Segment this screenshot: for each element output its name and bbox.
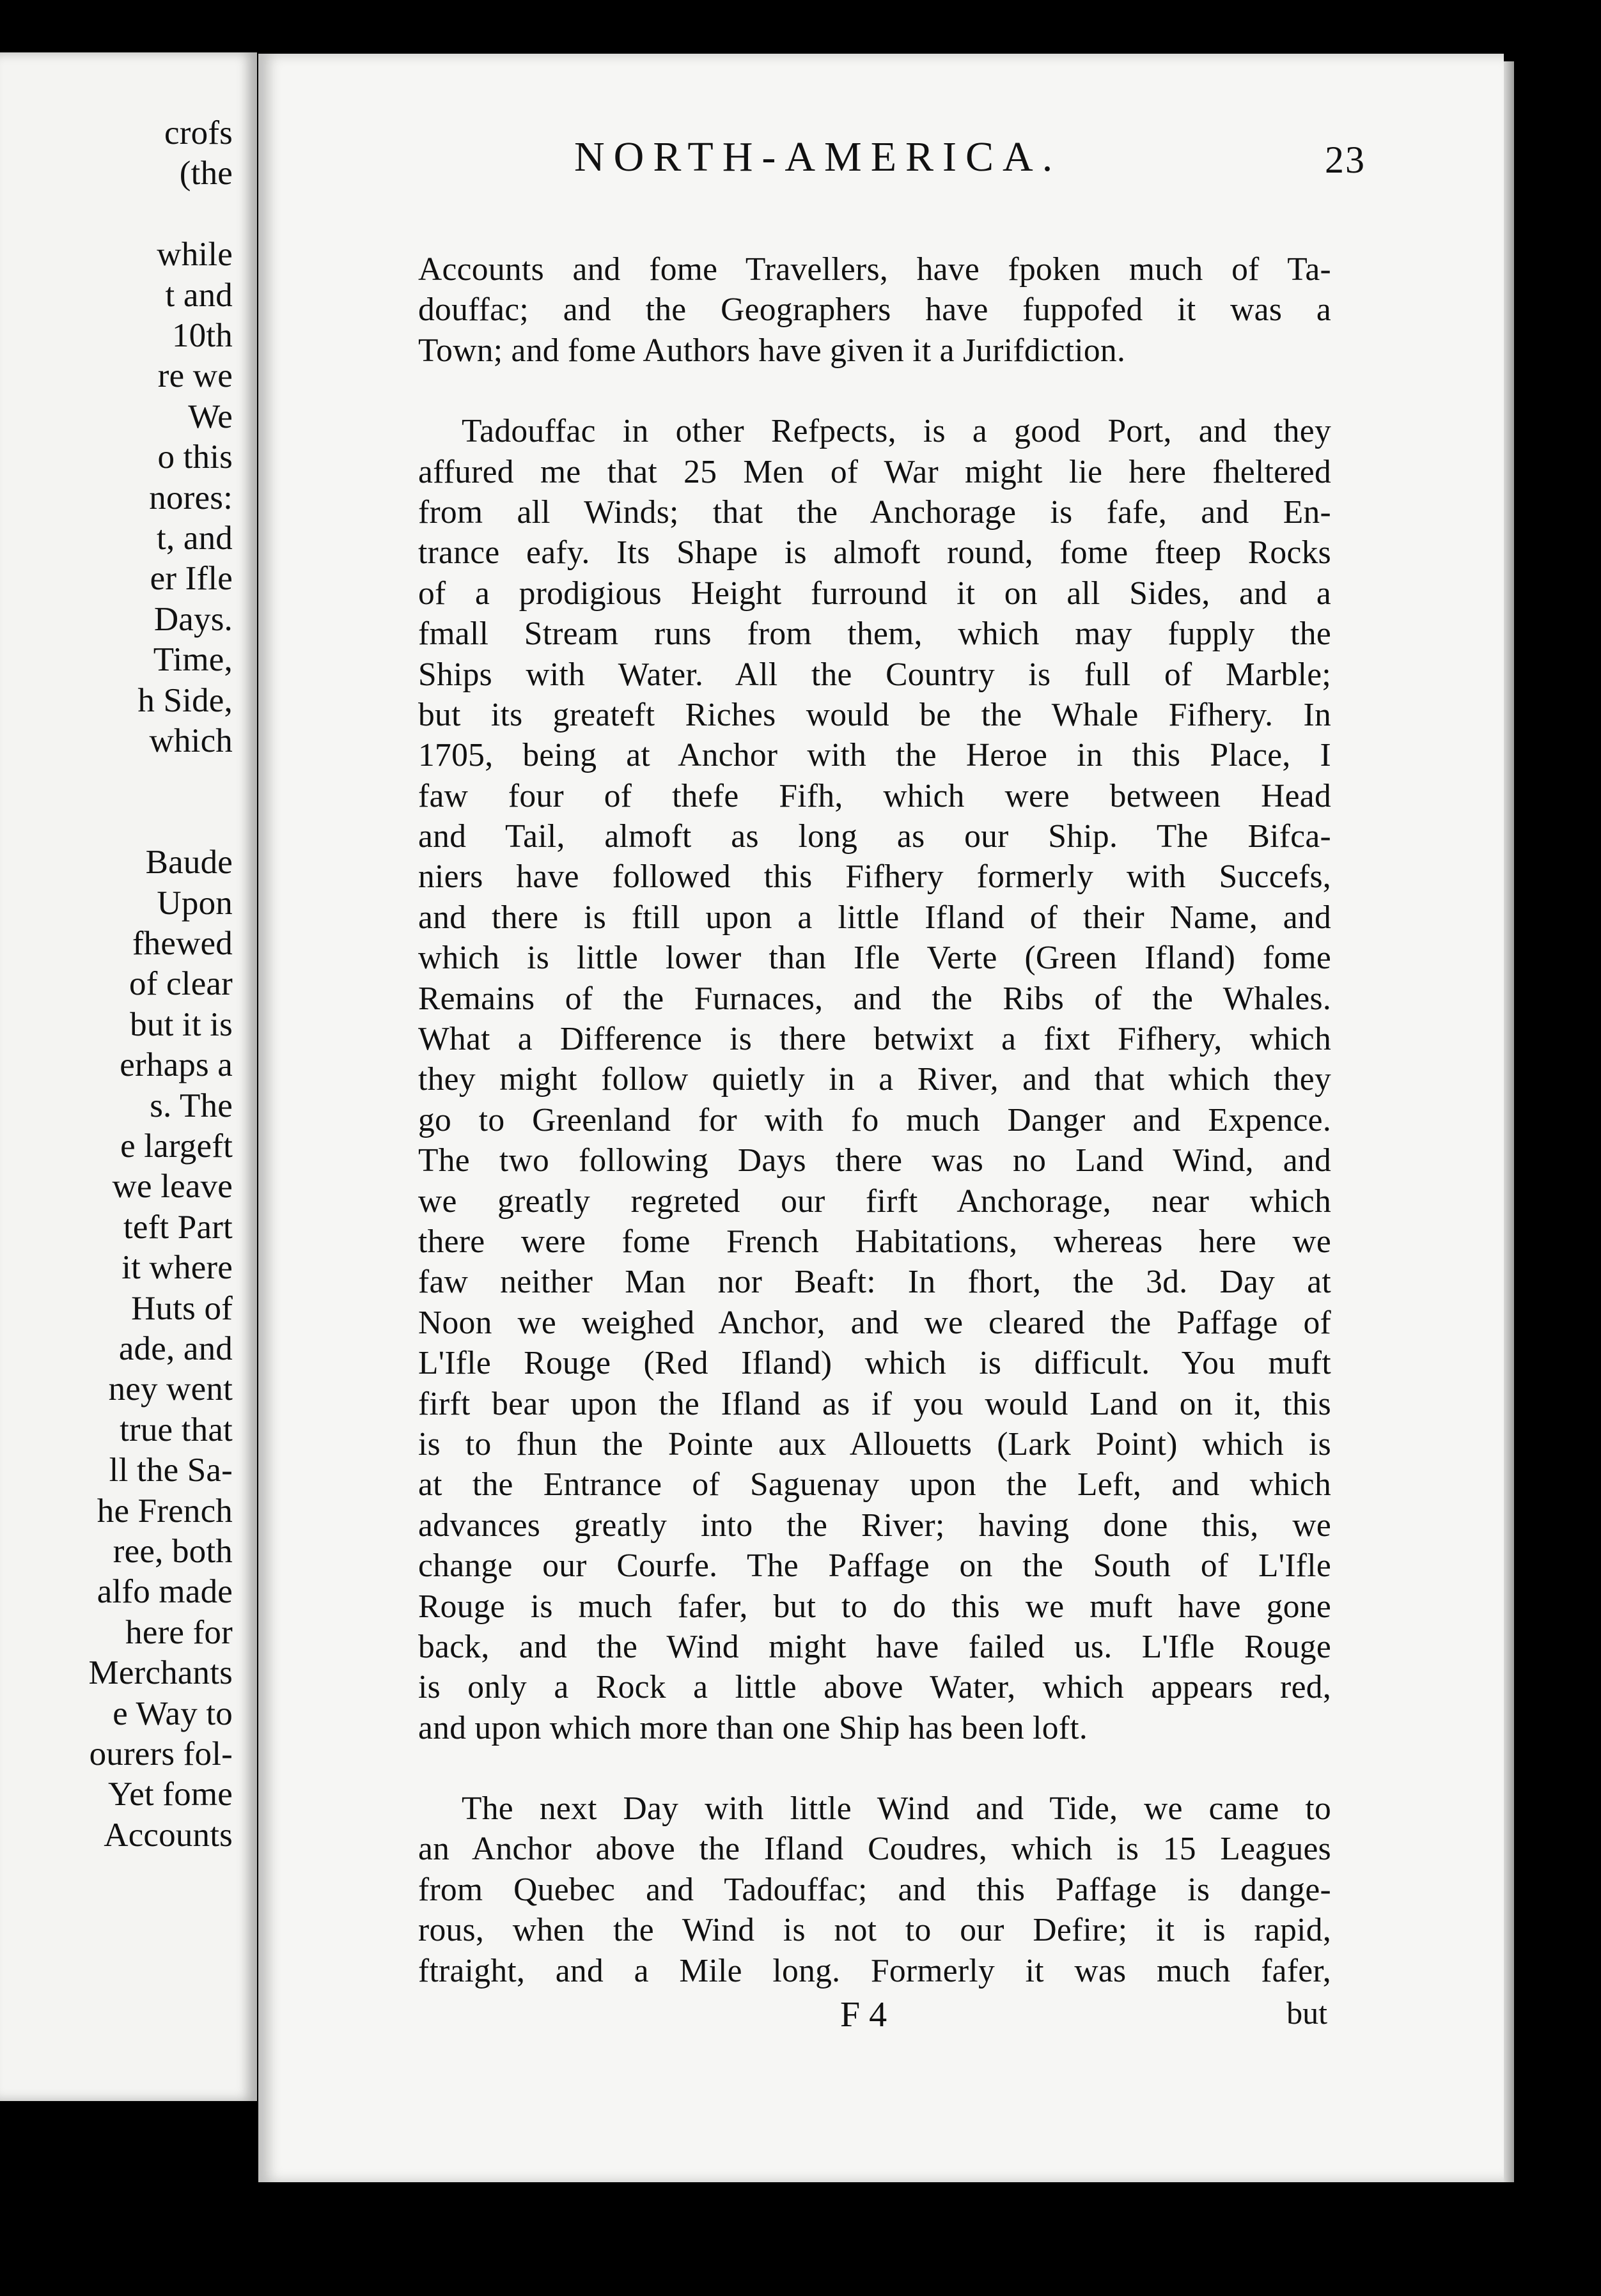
text-line: from Quebec and Tadouffac; and this Paffage is dange- [418,1871,1331,1908]
left-page-fragment: h Side, [137,681,233,719]
text-line: The two following Days there was no Land Wind, and [418,1142,1331,1179]
left-page-fragment: crofs [164,114,233,151]
body-text [418,249,1331,1991]
left-page-fragment: 10th [171,317,233,354]
paragraph-gap [418,1748,1331,1788]
text-line: Rouge is much fafer, but to do this we muft have gone [418,1588,1331,1625]
page-footer [418,1994,1331,2039]
left-page-fragment: Merchants [88,1654,233,1692]
left-page-fragment: alfo made [97,1573,233,1611]
left-page-fragment: We [188,398,233,435]
left-page-fragment: s. The [150,1087,233,1124]
text-line: and Tail, almoft as long as our Ship. The Bifca- [418,818,1331,855]
text-line: of a prodigious Height furround it on all Sides, and a [418,575,1331,612]
text-line: niers have followed this Fifhery formerly with Succefs, [418,858,1331,896]
left-page-fragment: teft Part [123,1208,233,1246]
text-line: Remains of the Furnaces, and the Ribs of the Whales. [418,980,1331,1017]
text-line: but its greateft Riches would be the Whale Fifhery. In [418,696,1331,733]
text-line: Noon we weighed Anchor, and we cleared the Paffage of [418,1304,1331,1341]
left-page-fragment: he French [97,1492,233,1530]
left-page-fragment: true that [120,1411,233,1448]
left-page-fragment: re we [157,357,233,395]
facing-page-left [0,52,257,2101]
text-line: and there is ftill upon a little Ifland of their Name, and [418,899,1331,936]
page-edge [1504,61,1514,2182]
left-page-fragment: Time, [153,641,233,679]
left-page-fragment: erhaps a [120,1046,233,1084]
left-page-fragment: t and [165,276,233,314]
left-page-fragment: but it is [130,1005,233,1043]
text-line: an Anchor above the Ifland Coudres, which is 15 Leagues [418,1831,1331,1868]
text-line: The next Day with little Wind and Tide, we came to [462,1790,1331,1827]
left-page-fragment: nores: [149,479,233,516]
left-page-fragment: e largeft [120,1128,233,1165]
left-page-fragment: which [149,722,233,759]
left-page-fragment: of clear [129,965,233,1003]
text-line: they might follow quietly in a River, and that which they [418,1061,1331,1098]
left-page-fragment: t, and [157,520,233,557]
left-page-fragment: Yet fome [108,1776,233,1813]
text-line: go to Greenland for with fo much Danger and Expence. [418,1101,1331,1138]
text-line: back, and the Wind might have failed us. L'Ifle Rouge [418,1628,1331,1665]
left-page-fragment: while [157,236,233,274]
text-line: ftraight, and a Mile long. Formerly it was much fafer, [418,1952,1331,1989]
text-line: is only a Rock a little above Water, which appears red, [418,1669,1331,1706]
text-line: What a Difference is there betwixt a fixt Fifhery, which [418,1021,1331,1058]
text-line: and upon which more than one Ship has been loft. [418,1709,1088,1746]
left-page-fragment: ade, and [118,1330,233,1367]
text-line: Accounts and fome Travellers, have fpoken much of Ta- [418,251,1331,288]
left-page-fragment: Accounts [104,1816,233,1854]
left-page-fragment: it where [121,1249,233,1287]
left-page-fragment: e Way to [113,1695,233,1732]
text-line: L'Ifle Rouge (Red Ifland) which is difficult. You muft [418,1345,1331,1382]
left-page-fragment: Huts of [131,1289,233,1327]
paragraph [418,249,1331,371]
text-line: there were fome French Habitations, whereas here we [418,1223,1331,1260]
text-line: is to fhun the Pointe aux Allouetts (Lark Point) which is [418,1425,1331,1462]
left-page-fragment: er Ifle [150,560,233,598]
text-line: firft bear upon the Ifland as if you would Land on it, this [418,1385,1331,1422]
text-line: from all Winds; that the Anchorage is fafe, and En- [418,493,1331,531]
running-title: NORTH-AMERICA. [574,134,1062,180]
left-page-fragment: Baude [145,844,233,881]
left-page-fragment: ll the Sa- [109,1452,233,1489]
text-line: we greatly regreted our firft Anchorage, near which [418,1183,1331,1220]
text-line: fmall Stream runs from them, which may fupply the [418,616,1331,653]
paragraph-gap [418,371,1331,411]
text-line: change our Courfe. The Paffage on the South of L'Ifle [418,1547,1331,1585]
text-line: rous, when the Wind is not to our Defire; it is rapid, [418,1912,1331,1949]
left-page-fragment: ree, both [113,1533,233,1570]
text-line: 1705, being at Anchor with the Heroe in this Place, I [418,737,1331,774]
text-line: advances greatly into the River; having done this, we [418,1507,1331,1544]
left-page-fragment: we leave [112,1168,233,1206]
text-line: affured me that 25 Men of War might lie here fheltered [418,453,1331,490]
text-line: Tadouffac in other Refpects, is a good Port, and they [462,413,1331,450]
text-line: faw four of thefe Fifh, which were between Head [418,777,1331,814]
signature-mark: F 4 [840,1995,887,2035]
text-line: at the Entrance of Saguenay upon the Left, and which [418,1466,1331,1503]
left-page-fragment: (the [179,155,233,192]
running-header [311,133,1366,194]
left-page-fragment: Days. [153,600,233,638]
text-line: Town; and fome Authors have given it a Jurifdiction. [418,332,1126,369]
left-page-fragment: fhewed [132,925,233,962]
left-page-fragment: here for [125,1613,233,1651]
catchword: but [1286,1995,1327,2031]
left-page-fragment: ourers fol- [89,1735,233,1772]
text-line: faw neither Man nor Beaft: In fhort, the 3d. Day at [418,1264,1331,1301]
left-page-fragment: Upon [157,884,233,922]
paragraph [418,1788,1331,1991]
text-line: trance eafy. Its Shape is almoft round, fome fteep Rocks [418,534,1331,571]
paragraph [418,411,1331,1748]
text-line: Ships with Water. All the Country is full of Marble; [418,656,1331,693]
text-line: which is little lower than Ifle Verte (Green Ifland) fome [418,940,1331,977]
text-line: douffac; and the Geographers have fuppofed it was a [418,291,1331,329]
page-number: 23 [1325,139,1366,181]
left-page-fragment: ney went [108,1370,233,1408]
left-page-fragment: o this [157,438,233,476]
